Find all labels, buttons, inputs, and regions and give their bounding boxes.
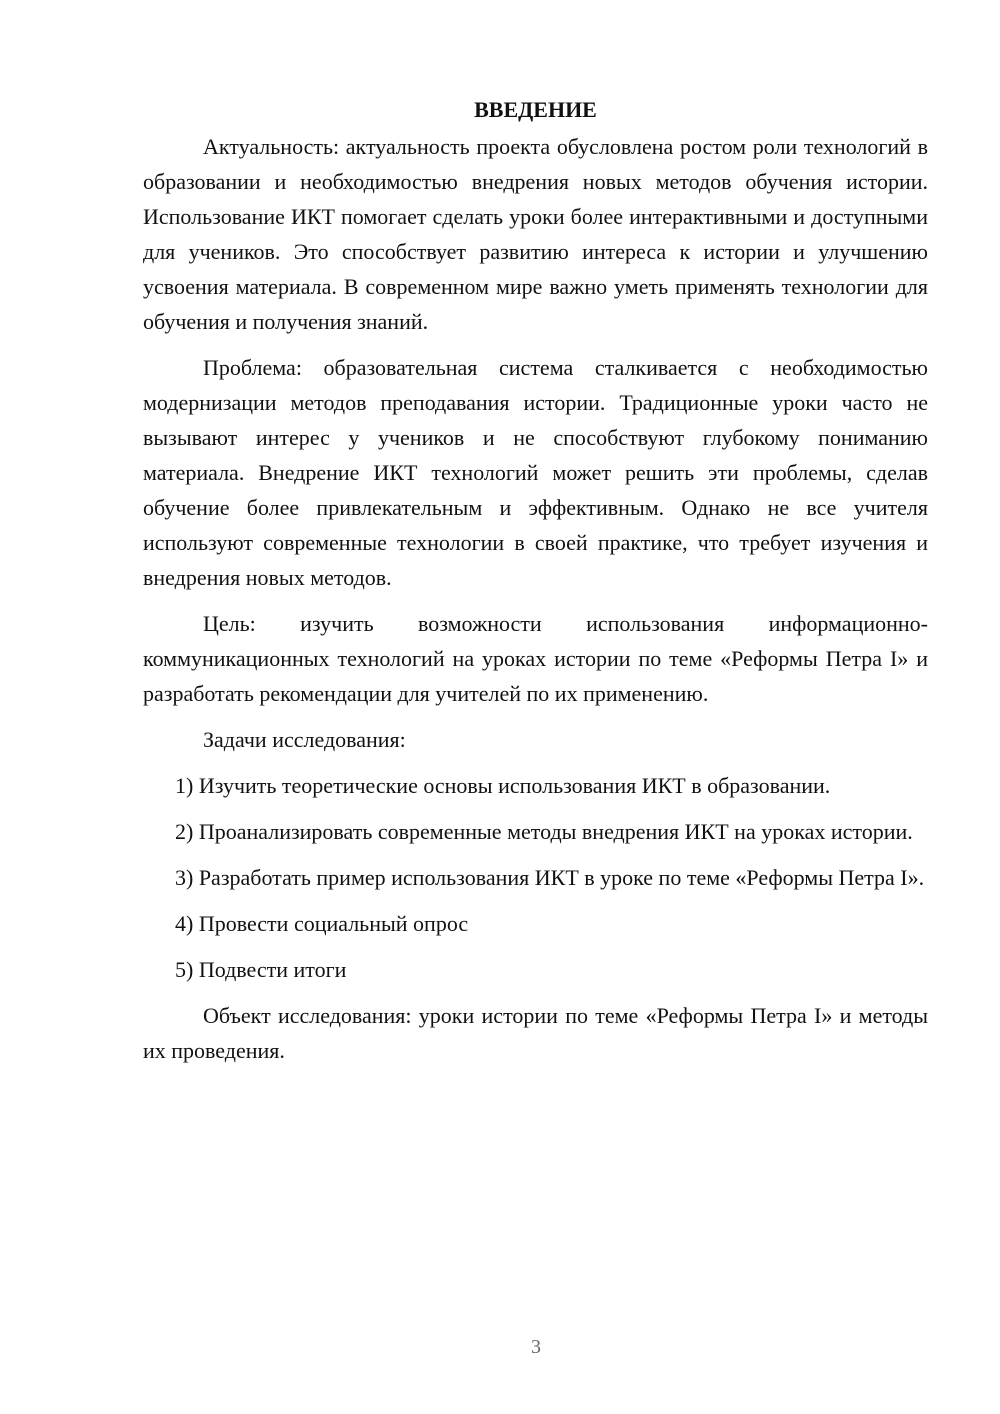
task-item: 2) Проанализировать современные методы внедрения ИКТ на уроках истории. [175,819,913,844]
problem-paragraph: Проблема: образовательная система сталкивается с необходимостью модернизации методов преподавания истории. Традиционные уроки часто не вызывают интерес у учеников и не способствуют глубокому пониманию материала. Внедрение ИКТ технологий может решить эти проблемы, сделав обучение более привлекательным и эффективным. Однако не все учителя используют современные технологии в своей практике, что требует изучения и внедрения новых методов. [143,355,928,590]
tasks-list [143,768,928,987]
tasks-heading: Задачи исследования: [203,727,406,752]
task-item: 5) Подвести итоги [175,957,347,982]
relevance-paragraph: Актуальность: актуальность проекта обусловлена ростом роли технологий в образовании и необходимостью внедрения новых методов обучения истории. Использование ИКТ помогает сделать уроки более интерактивными и доступными для учеников. Это способствует развитию интереса к истории и улучшению усвоения материала. В современном мире важно уметь применять технологии для обучения и получения знаний. [143,134,928,334]
task-item: 4) Провести социальный опрос [175,911,469,936]
page-content [143,92,928,1079]
object-paragraph: Объект исследования: уроки истории по теме «Реформы Петра I» и методы их проведения. [143,1003,928,1063]
goal-paragraph: Цель: изучить возможности использования информационно-коммуникационных технологий на уроках истории по теме «Реформы Петра I» и разработать рекомендации для учителей по их применению. [143,611,928,706]
section-title: ВВЕДЕНИЕ [474,97,597,122]
task-item: 3) Разработать пример использования ИКТ в уроке по теме «Реформы Петра I». [175,865,925,890]
task-item: 1) Изучить теоретические основы использования ИКТ в образовании. [175,773,831,798]
page-number: 3 [531,1336,541,1358]
